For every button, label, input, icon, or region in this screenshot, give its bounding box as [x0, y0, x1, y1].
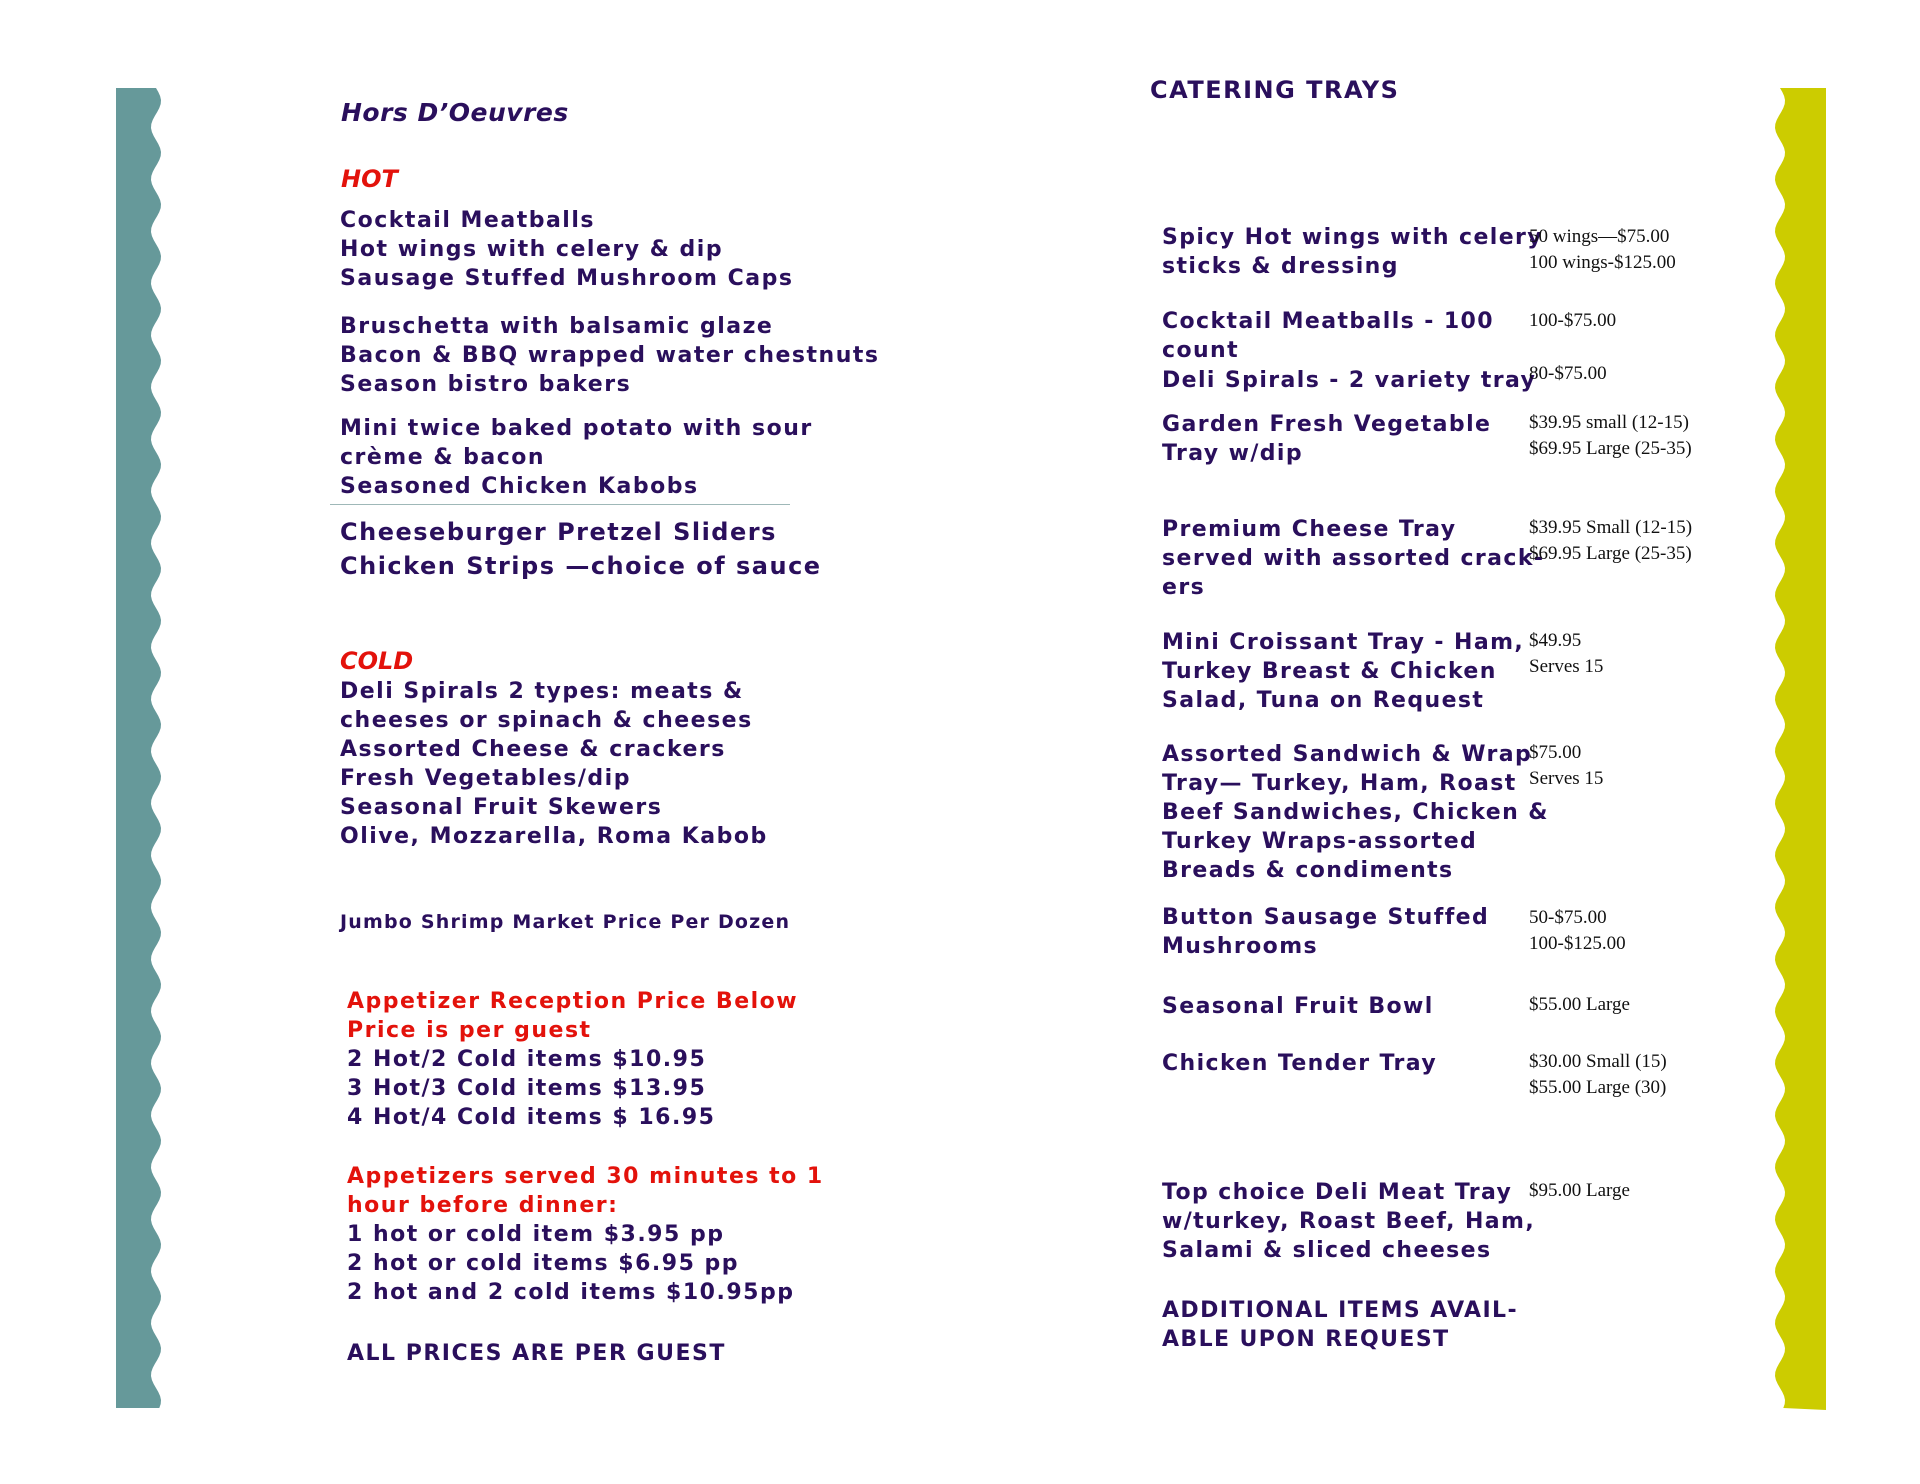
menu-item: cheeses or spinach & cheeses [340, 708, 753, 733]
menu-item: Fresh Vegetables/dip [340, 766, 631, 791]
cold-items [340, 677, 768, 851]
menu-item: Olive, Mozzarella, Roma Kabob [340, 824, 768, 849]
menu-item: Cocktail Meatballs [340, 208, 595, 233]
tray-price: $95.00 Large [1529, 1180, 1630, 1201]
menu-item: Bacon & BBQ wrapped water chestnuts [340, 343, 880, 368]
tray-name: Deli Spirals - 2 variety tray [1162, 368, 1537, 393]
hot-group-4 [340, 515, 822, 583]
tray-price: 80-$75.00 [1529, 363, 1607, 384]
hot-group-2 [340, 312, 879, 399]
price-item: 2 hot or cold items $6.95 pp [347, 1251, 740, 1276]
menu-item: Cheeseburger Pretzel Sliders [340, 518, 777, 546]
tray-name: Button Sausage Stuffed Mushrooms [1162, 905, 1490, 959]
tray-name: Mini Croissant Tray - Ham, Turkey Breast & Chicken Salad, Tuna on Request [1162, 630, 1525, 713]
tray-price: 50 wings—$75.00 100 wings-$125.00 [1529, 226, 1676, 273]
price-item: 2 hot and 2 cold items $10.95pp [347, 1280, 795, 1305]
menu-item: Seasoned Chicken Kabobs [340, 474, 699, 499]
catering-trays-title: CATERING TRAYS [1150, 76, 1400, 104]
tray-name: Garden Fresh Vegetable Tray w/dip [1162, 412, 1492, 466]
hot-label: HOT [341, 165, 398, 193]
menu-item: Deli Spirals 2 types: meats & [340, 679, 744, 704]
tray-name: Cocktail Meatballs - 100 count [1162, 309, 1494, 363]
section-title-hors-doeuvres: Hors D’Oeuvres [341, 98, 569, 127]
left-wavy-band [116, 88, 164, 1408]
all-prices-note: ALL PRICES ARE PER GUEST [347, 1341, 726, 1366]
before-dinner-heading: hour before dinner: [347, 1193, 619, 1218]
tray-price: $39.95 Small (12-15) $69.95 Large (25-35) [1529, 517, 1693, 564]
menu-item: Hot wings with celery & dip [340, 237, 724, 262]
tray-name: Premium Cheese Tray served with assorted crack- ers [1162, 517, 1545, 600]
menu-item: Seasonal Fruit Skewers [340, 795, 663, 820]
menu-item: Assorted Cheese & crackers [340, 737, 726, 762]
menu-item: crème & bacon [340, 445, 546, 470]
cold-label: COLD [340, 647, 414, 675]
price-item: 1 hot or cold item $3.95 pp [347, 1222, 725, 1247]
shrimp-note: Jumbo Shrimp Market Price Per Dozen [340, 911, 791, 933]
tray-price: $75.00 Serves 15 [1529, 742, 1604, 789]
tray-price: $30.00 Small (15) $55.00 Large (30) [1529, 1051, 1667, 1098]
before-dinner-heading: Appetizers served 30 minutes to 1 [347, 1164, 824, 1189]
reception-heading: Price is per guest [347, 1018, 592, 1043]
tray-price: $49.95 Serves 15 [1529, 630, 1604, 677]
additional-items-note: ADDITIONAL ITEMS AVAIL- ABLE UPON REQUEST [1162, 1298, 1518, 1352]
tray-name: Seasonal Fruit Bowl [1162, 994, 1434, 1019]
before-dinner-pricing [347, 1162, 824, 1307]
reception-heading: Appetizer Reception Price Below [347, 989, 799, 1014]
menu-item: Sausage Stuffed Mushroom Caps [340, 266, 794, 291]
menu-item: Chicken Strips —choice of sauce [340, 552, 822, 580]
price-item: 2 Hot/2 Cold items $10.95 [347, 1047, 707, 1072]
right-wavy-band [1770, 88, 1826, 1410]
tray-price: 50-$75.00 100-$125.00 [1529, 907, 1626, 954]
tray-price: 100-$75.00 [1529, 310, 1617, 331]
hot-group-3 [340, 414, 813, 501]
section-divider [330, 504, 790, 505]
menu-item: Season bistro bakers [340, 372, 632, 397]
tray-price: $39.95 small (12-15) $69.95 Large (25-35) [1529, 412, 1692, 459]
menu-item: Bruschetta with balsamic glaze [340, 314, 774, 339]
menu-item: Mini twice baked potato with sour [340, 416, 813, 441]
tray-name: Chicken Tender Tray [1162, 1051, 1438, 1076]
tray-price: $55.00 Large [1529, 994, 1630, 1015]
hot-group-1 [340, 206, 793, 293]
reception-pricing [347, 987, 798, 1132]
tray-name: Spicy Hot wings with celery sticks & dressing [1162, 225, 1544, 279]
tray-name: Assorted Sandwich & Wrap Tray— Turkey, Ham, Roast Beef Sandwiches, Chicken & Turkey Wraps-assorted Breads & condiments [1162, 742, 1549, 883]
tray-name: Top choice Deli Meat Tray w/turkey, Roast Beef, Ham, Salami & sliced cheeses [1162, 1180, 1536, 1263]
price-item: 4 Hot/4 Cold items $ 16.95 [347, 1105, 716, 1130]
price-item: 3 Hot/3 Cold items $13.95 [347, 1076, 707, 1101]
